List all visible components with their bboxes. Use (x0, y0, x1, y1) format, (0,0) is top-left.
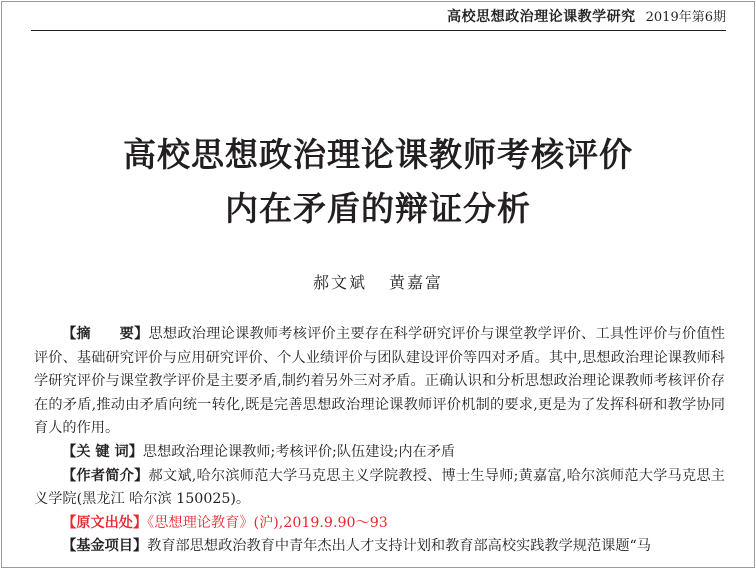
abstract-label: 【摘 要】 (62, 326, 149, 342)
keywords-label: 【关 键 词】 (62, 443, 143, 460)
title-line-1: 高校思想政治理论课教师考核评价 (123, 135, 633, 174)
header-rule (31, 30, 726, 31)
source-text: 《思想理论教育》(沪),2019.9.90～93 (147, 514, 388, 531)
abstract (34, 323, 725, 441)
fund-text: 教育部思想政治教育中青年杰出人才支持计划和教育部高校实践教学规范课题“马 (147, 538, 651, 555)
author-line (0, 270, 756, 293)
running-header (447, 6, 726, 26)
fund-label: 【基金项目】 (62, 538, 148, 555)
journal-name: 高校思想政治理论课教学研究 (447, 9, 636, 25)
source-label: 【原文出处】 (62, 514, 148, 531)
issue-label: 2019年第6期 (645, 10, 726, 25)
fund (34, 535, 725, 559)
author-name: 郝文斌 (312, 273, 367, 292)
article-front-matter (34, 323, 725, 559)
article-title (0, 128, 756, 236)
source (34, 512, 725, 536)
abstract-text: 思想政治理论课教师考核评价主要存在科学研究评价与课堂教学评价、工具性评价与价值性评价、基础研究评价与应用研究评价、个人业绩评价与团队建设评价等四对矛盾。其中,思想政治理论课教师科学研究评价与课堂教学评价是主要矛盾,制约着另外三对矛盾。正确认识和分析思想政治理论课教师考核评价存在的矛盾,推动由矛盾向统一转化,既是完善思想政治理论课教师评价机制的要求,更是为了发挥科研和教学协同育人的作用。 (34, 326, 725, 437)
author-bio-text: 郝文斌,哈尔滨师范大学马克思主义学院教授、博士生导师;黄嘉富,哈尔滨师范大学马克思主义学院(黑龙江 哈尔滨 150025)。 (34, 467, 725, 508)
author-name: 黄嘉富 (389, 273, 444, 292)
title-line-2: 内在矛盾的辩证分析 (225, 189, 531, 228)
keywords (34, 441, 725, 465)
keywords-text: 思想政治理论课教师;考核评价;队伍建设;内在矛盾 (142, 443, 456, 460)
author-bio-label: 【作者简介】 (62, 467, 149, 484)
author-bio (34, 465, 725, 512)
